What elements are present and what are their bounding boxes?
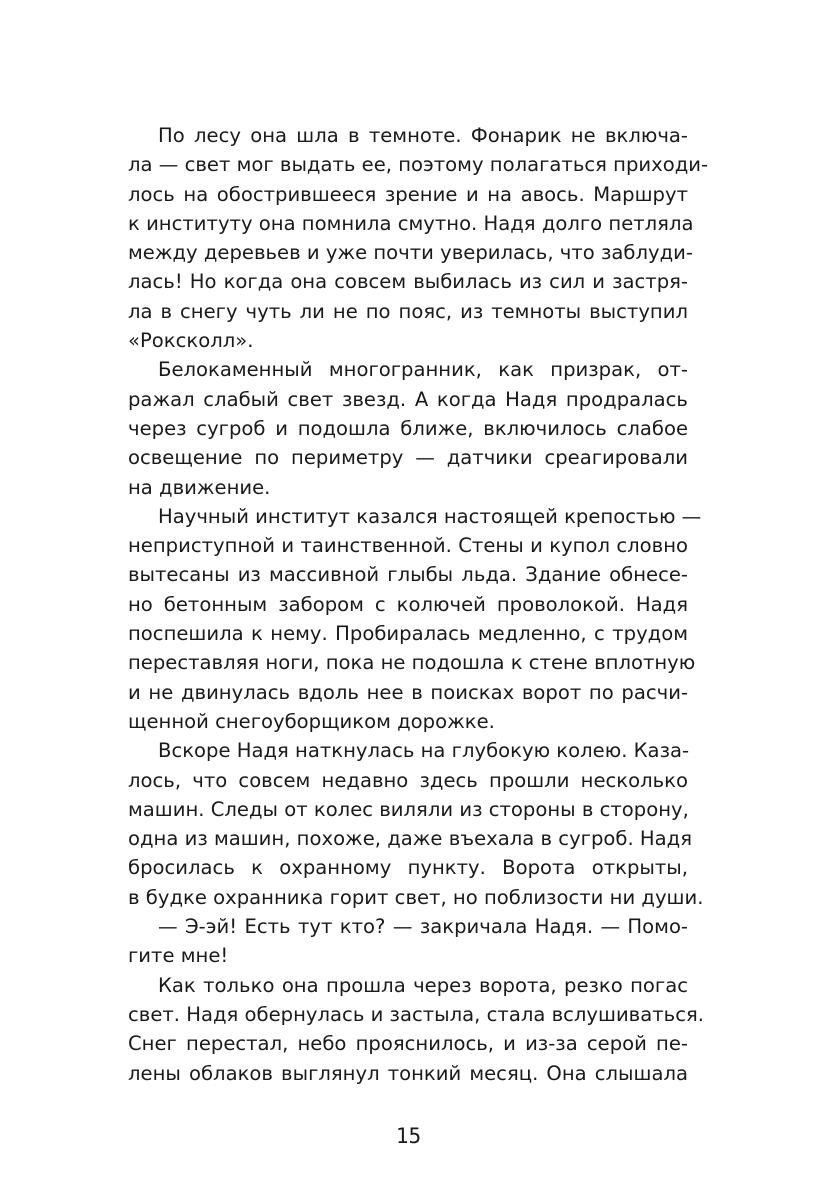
page-number: 15 [395,1124,422,1148]
text-line: лось, что совсем недавно здесь прошли несколько [128,768,688,792]
text-line: и не двинулась вдоль нее в поисках ворот по расчи- [128,680,688,704]
text-line: в будке охранника горит свет, но поблизости ни души. [128,885,704,909]
body-text [128,121,709,1088]
text-line: щенной снегоуборщиком дорожке. [128,709,495,733]
text-line: машин. Следы от колес виляли из стороны в сторону, [128,797,689,821]
text-line: лась! Но когда она совсем выбилась из сил и застря- [128,270,688,294]
text-line: через сугроб и подошла ближе, включилось слабое [128,416,688,440]
text-line: гите мне! [128,944,229,968]
text-line: Научный институт казался настоящей крепостью — [158,504,702,528]
text-line: По лесу она шла в темноте. Фонарик не включа- [158,124,688,147]
text-line: «Роксколл». [128,329,254,353]
text-line: лены облаков выглянул тонкий месяц. Она слышала [128,1061,688,1085]
text-line: Как только она прошла через ворота, резко погас [158,973,688,997]
text-line: между деревьев и уже почти уверилась, что заблуди- [128,241,693,265]
text-line: освещение по периметру — датчики среагировали [128,446,688,470]
text-line: поспешила к нему. Пробиралась медленно, с трудом [128,622,688,646]
text-line: свет. Надя обернулась и застыла, стала вслушиваться. [128,1002,704,1026]
text-line: к институту она помнила смутно. Надя долго петляла [128,211,694,235]
text-line: ражал слабый свет звезд. А когда Надя продралась [128,387,688,411]
text-line: Снег перестал, небо прояснилось, и из-за серой пе- [128,1032,688,1056]
text-line: ла — свет мог выдать ее, поэтому полагаться приходи- [128,153,709,177]
text-line: на движение. [128,475,271,499]
text-line: вытесаны из массивной глыбы льда. Здание обнесе- [128,563,688,587]
text-line: но бетонным забором с колючей проволокой. Надя [128,592,688,616]
text-line: неприступной и таинственной. Стены и купол словно [128,534,688,558]
text-line: переставляя ноги, пока не подошла к стене вплотную [128,651,696,675]
text-line: — Э-эй! Есть тут кто? — закричала Надя. — Помо- [158,915,688,939]
text-line: лось на обострившееся зрение и на авось. Маршрут [128,182,688,206]
text-line: одна из машин, похоже, даже въехала в сугроб. Надя [128,827,692,851]
text-line: Вскоре Надя наткнулась на глубокую колею. Каза- [158,739,690,763]
text-line: бросилась к охранному пункту. Ворота открыты, [128,856,688,880]
text-line: Белокаменный многогранник, как призрак, от- [158,358,688,382]
text-line: ла в снегу чуть ли не по пояс, из темноты выступил [128,299,688,323]
